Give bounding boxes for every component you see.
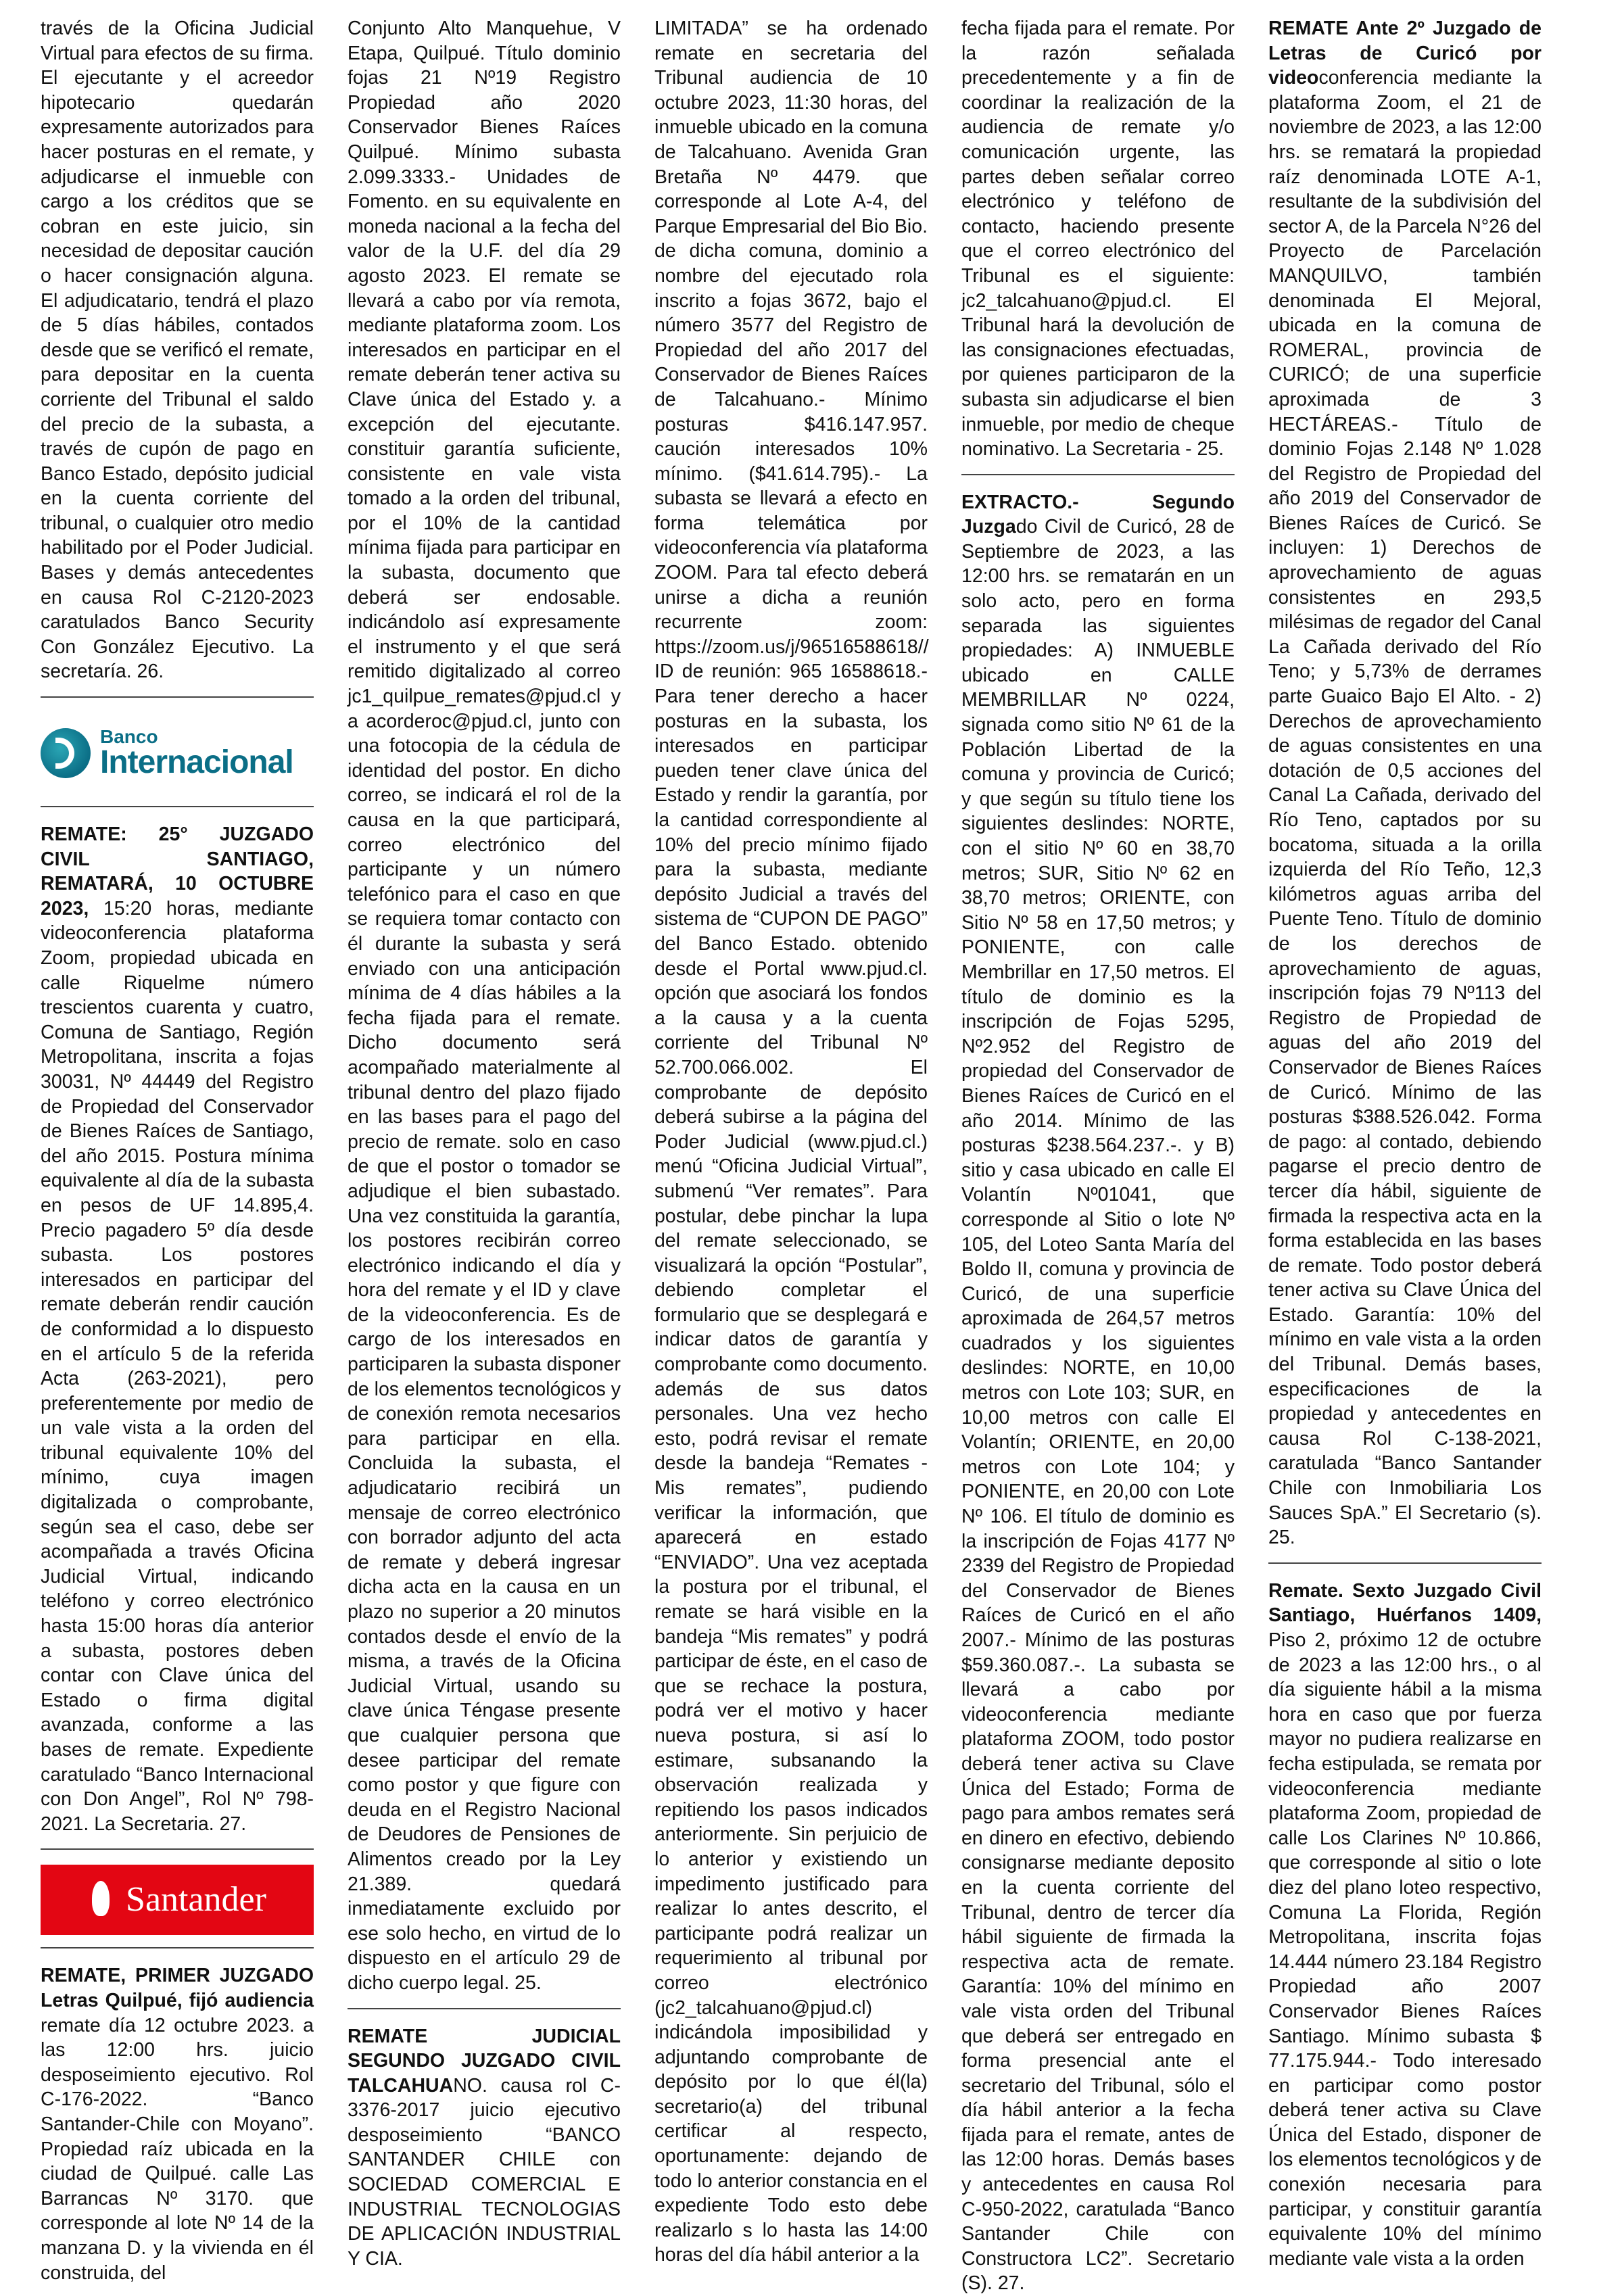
notice-body: través de la Oficina Judicial Virtual para efectos de su firma. El ejecutante y el acreedor hipotecario quedarán expresamente autorizados para hacer posturas en el remate, y adjudicarse el inmueble con cargo a los créditos que se cobran en este juicio, sin necesidad de depositar caución o hacer consignación alguna. El adjudicatario, tendrá el plazo de 5 días hábiles, contados desde que se verificó el remate, para depositar en la cuenta corriente del Tribunal el saldo del precio de la subasta, a través de cupón de pago en Banco Estado, depósito judicial en la cuenta corriente del tribunal, o cualquier otro medio habilitado por el Poder Judicial. Bases y demás antecedentes en causa Rol C-2120-2023 caratulados Banco Security Con González Ejecutivo. La secretaría. 26.: [41, 18, 314, 683]
separator: [41, 806, 314, 807]
banco-internacional-logo: [41, 713, 314, 794]
notice-heading: REMATE JUDICIAL SEGUNDO JUZGADO CIVIL TALCAHUA: [348, 2025, 621, 2097]
notice-body: NO. causa rol C-3376-2017 juicio ejecutivo desposeimiento “BANCO SANTANDER CHILE con SOCIEDAD COMERCIAL E INDUSTRIAL TECNOLOGIAS DE APLICACIÓN INDUSTRIAL Y CIA.: [348, 2074, 621, 2270]
column-2: [348, 16, 621, 2270]
notice-heading: REMATE: 25° JUZGADO CIVIL SANTIAGO, REMATARÁ, 10 OCTUBRE 2023,: [41, 823, 314, 919]
logo-line-1: Banco: [100, 726, 158, 748]
separator: [348, 2008, 621, 2009]
notice-continuation: [348, 16, 621, 1996]
notice-body: 15:20 horas, mediante videoconferencia plataforma Zoom, propiedad ubicada en calle Riquelme número trescientos cuarenta y cuatro, Comuna de Santiago, Región Metropolitana, inscrita a fojas 30031, Nº 44449 del Registro de Propiedad del Conservador de Bienes Raíces de Santiago, del año 2015. Postura mínima equivalente al día de la subasta en pesos de UF 14.895,4. Precio pagadero 5º día desde subasta. Los postores interesados en participar del remate deberán rendir caución de conformidad a lo dispuesto en el artículo 5 de la referida Acta (263-2021), pero preferentemente por medio de un vale vista a la orden del tribunal equivalente 10% del mínimo, cuya imagen digitalizada o comprobante, según sea el caso, debe ser acompañada a través Oficina Judicial Virtual, indicando teléfono y correo electrónico hasta 15:00 horas día anterior a subasta, postores deben contar con Clave única del Estado o firma digital avanzada, conforme a las bases de remate. Expediente caratulado “Banco Internacional con Don Angel”, Rol Nº 798-2021. La Secretaria. 27.: [41, 897, 314, 1835]
notice-body: Conjunto Alto Manquehue, V Etapa, Quilpué. Título dominio fojas 21 Nº19 Registro Propiedad año 2020 Conservador Bienes Raíces Quilpué. Mínimo subasta 2.099.3333.- Unidades de Fomento. en su equivalente en moneda nacional a la fecha del valor de la U.F. del día 29 agosto 2023. El remate se llevará a cabo por vía remota, mediante plataforma zoom. Los interesados en participar en el remate deberán tener activa su Clave única del Estado y. a excepción del ejecutante. constituir garantía suficiente, consistente en vale vista tomado a la orden del tribunal, por el 10% de la cantidad mínima fijada para participar en la subasta, documento que deberá ser endosable. indicándolo así expresamente el instrumento y el que será remitido digitalizado al correo jc1_quilpue_remates@pjud.cl y a acorderoc@pjud.cl, junto con una fotocopia de la cédula de identidad del postor. En dicho correo, se indicará el rol de la causa en la que participará, correo electrónico del participante y un número telefónico para el caso en que se requiera tomar contacto con él durante la subasta y será enviado con una anticipación mínima de 4 días hábiles a la fecha fijada para el remate. Dicho documento será acompañado materialmente al tribunal dentro del plazo fijado en las bases para el pago del precio de remate. solo en caso de que el postor o tomador se adjudique el bien subastado. Una vez constituida la garantía, los postores recibirán correo electrónico indicando el día y hora del remate y el ID y clave de la videoconferencia. Es de cargo de los interesados en participaren la subasta disponer de los elementos tecnológicos y de conexión remota necesarios para participar en ella. Concluida la subasta, el adjudicatario recibirá un mensaje de correo electrónico con borrador adjunto del acta de remate y deberá ingresar dicha acta en la causa en un plazo no superior a 20 minutos contados desde el envío de la misma, a través de la Oficina Judicial Virtual, usando su clave única Téngase presente que cualquier persona que desee participar del remate como postor y que figure con deuda en el Registro Nacional de Deudores de Pensiones de Alimentos creado por la Ley 21.389. quedará inmediatamente excluido por ese solo hecho, en virtud de lo dispuesto en el artículo 29 de dicho cuerpo legal. 25.: [348, 18, 621, 1994]
column-3: [654, 16, 929, 2266]
notice-heading: REMATE, PRIMER JUZGADO Letras Quilpué, fijó audiencia: [41, 1965, 314, 2011]
separator: [41, 1848, 314, 1850]
notice-primer-juzgado-quilpue: [41, 1963, 314, 2285]
notice-heading: REMATE Ante 2º Juzgado de Letras de Curicó por video: [1268, 18, 1542, 89]
notice-body: do Civil de Curicó, 28 de Septiembre de 2023, a las 12:00 hrs. se rematarán en un solo acto, pero en forma separada las siguientes propiedades: A) INMUEBLE ubicado en CALLE MEMBRILLAR Nº 0224, signada como sitio Nº 61 de la Población Libertad de la comuna y provincia de Curicó; y que según su título tiene los siguientes deslindes: NORTE, con el sitio Nº 60 en 38,70 metros; SUR, Sitio Nº 62 en 38,70 metros; ORIENTE, con Sitio Nº 58 en 17,50 metros; y PONIENTE, con calle Membrillar en 17,50 metros. El título de dominio es la inscripción de Fojas 5295, Nº2.952 del Registro de propiedad del Conservador de Bienes Raíces de Curicó en el año 2014. Mínimo de las posturas $238.564.237.-. y B) sitio y casa ubicado en calle El Volantín Nº01041, que corresponde al Sitio o lote Nº 105, del Loteo Santa María del Boldo II, comuna y provincia de Curicó, de una superficie aproximada de 264,57 metros cuadrados y los siguientes deslindes: NORTE, en 10,00 metros con Lote 103; SUR, en 10,00 metros con calle El Volantín; ORIENTE, en 20,00 metros con Lote 104; y PONIENTE, en 20,00 con Lote Nº 106. El título de dominio es la inscripción de Fojas 4177 Nº 2339 del Registro de Propiedad del Conservador de Bienes Raíces de Curicó en el año 2007.- Mínimo de las posturas $59.360.087.-. La subasta se llevará a cabo por videoconferencia mediante plataforma ZOOM, todo postor deberá tener activa su Clave Única del Estado; Forma de pago para ambos remates será en dinero en efectivo, debiendo consignarse mediante deposito en la cuenta corriente del Tribunal, dentro de tercer día hábil siguiente de firmada la respectiva acta de remate. Garantía: 10% del mínimo en vale vista orden del Tribunal que deberá ser entregado en forma presencial ante el secretario del Tribunal, sólo el día hábil anterior a la fecha fijada para el remate, antes de las 12:00 horas. Demás bases y antecedentes en causa Rol C-950-2022, caratulada “Banco Santander Chile con Constructora LC2”. Secretario (S). 27.: [961, 516, 1235, 2295]
separator: [41, 696, 314, 698]
notice-heading: Remate. Sexto Juzgado Civil Santiago, Huérfanos 1409,: [1268, 1579, 1542, 1627]
santander-flame-icon: [88, 1881, 115, 1919]
logo-line-2: Internacional: [100, 744, 293, 781]
separator: [1268, 1562, 1542, 1564]
notice-25-juzgado-civil-santiago: [41, 822, 314, 1836]
santander-logo: [41, 1865, 314, 1935]
column-4: [961, 16, 1235, 2295]
notice-body: Piso 2, próximo 12 de octubre de 2023 a las 12:00 hrs., o al día siguiente hábil a la misma hora en caso que por fuerza mayor no pudiera realizarse en fecha estipulada, se remata por videoconferencia mediante plataforma Zoom, propiedad de calle Los Clarines Nº 10.866, que corresponde al sitio o lote diez del plano loteo respectivo, Comuna La Florida, Región Metropolitana, inscrita fojas 14.444 número 23.184 Registro Propiedad año 2007 Conservador Bienes Raíces Santiago. Mínimo subasta $ 77.175.944.- Todo interesado en participar como postor deberá tener activa su Clave Única del Estado, disponer de los elementos tecnológicos y de conexión necesaria para participar, y constituir garantía equivalente 10% del mínimo mediante vale vista a la orden: [1268, 1629, 1542, 2270]
notice-heading: EXTRACTO.- Segundo Juzga: [961, 491, 1235, 538]
notice-body: remate día 12 octubre 2023. a las 12:00 hrs. juicio desposeimiento ejecutivo. Rol C-176-2022. “Banco Santander-Chile con Moyano”. Propiedad raíz ubicada en la ciudad de Quilpué. calle Las Barrancas Nº 3170. que corresponde al lote Nº 14 de la manzana D. y la vivienda en él construida, del: [41, 2014, 314, 2284]
separator: [41, 1947, 314, 1948]
banco-internacional-mark-icon: [41, 728, 91, 778]
notice-2-juzgado-curico: [1268, 16, 1542, 1550]
logo-text: Santander: [126, 1880, 266, 1919]
column-5: [1268, 16, 1542, 2270]
notice-segundo-juzgado-talcahuano: [348, 2024, 621, 2272]
notice-continuation: [654, 16, 928, 2268]
separator: [961, 474, 1235, 475]
column-1: [41, 16, 314, 2284]
notice-body: conferencia mediante la plataforma Zoom, el 21 de noviembre de 2023, a las 12:00 hrs. se rematará la propiedad raíz denominada LOTE A-1, resultante de la subdivisión del sector A, de la Parcela N°26 del Proyecto de Parcelación MANQUILVO, también denominada El Mejoral, ubicada en la comuna de ROMERAL, provincia de CURICÓ; de una superficie aproximada de 3 HECTÁREAS.- Título de dominio Fojas 2.148 Nº 1.028 del Registro de Propiedad del año 2019 del Conservador de Bienes Raíces de Curicó. Se incluyen: 1) Derechos de aprovechamiento de aguas consistentes en 293,5 milésimas de regador del Canal La Cañada derivado del Río Teno; y 5,73% de derrames parte Guaico Bajo El Alto. - 2) Derechos de aprovechamiento de aguas consistentes en una dotación de 0,5 acciones del Canal La Cañada, derivado del Río Teno, captados por su bocatoma, situada a la orilla izquierda del Río Teño, 12,3 kilómetros aguas arriba del Puente Teno. Título de dominio de los derechos de aprovechamiento de aguas, inscripción fojas 79 Nº113 del Registro de Propiedad de aguas del año 2019 del Conservador de Bienes Raíces de Curicó. Mínimo de las posturas $388.526.042. Forma de pago: al contado, debiendo pagarse el precio dentro de tercer día hábil, siguiente de firmada la respectiva acta en la forma establecida en las bases de remate. Todo postor deberá tener activa su Clave Única del Estado. Garantía: 10% del mínimo en vale vista a la orden del Tribunal. Demás bases, especificaciones de la propiedad y antecedentes en causa Rol C-138-2021, caratulada “Banco Santander Chile con Inmobiliaria Los Sauces SpA.” El Secretario (s). 25.: [1268, 67, 1542, 1549]
notice-body: fecha fijada para el remate. Por la razón señalada precedentemente y a fin de coordinar la realización de la audiencia de remate y/o comunicación urgente, las partes deben señalar correo electrónico y teléfono de contacto, haciendo presente que el correo electrónico del Tribunal es el siguiente: jc2_talcahuano@pjud.cl. El Tribunal hará la devolución de las consignaciones efectuadas, por quienes participaron de la subasta sin adjudicarse el bien inmueble, por medio de cheque nominativo. La Secretaria - 25.: [961, 18, 1235, 460]
notice-body: LIMITADA” se ha ordenado remate en secretaria del Tribunal audiencia de 10 octubre 2023, 11:30 horas, del inmueble ubicado en la comuna de Talcahuano. Avenida Gran Bretaña Nº 4479. que corresponde al Lote A-4, del Parque Empresarial del Bio Bio. de dicha comuna, dominio a nombre del ejecutado rola inscrito a fojas 3672, bajo el número 3577 del Registro de Propiedad del año 2017 del Conservador de Bienes Raíces de Talcahuano.- Mínimo posturas $416.147.957. caución interesados 10% mínimo. ($41.614.795).- La subasta se llevará a efecto en forma telemática por videoconferencia vía plataforma ZOOM. Para tal efecto deberá unirse a dicha a reunión recurrente zoom: https://zoom.us/j/96516588618// ID de reunión: 965 16588618.- Para tener derecho a hacer posturas en la subasta, los interesados en participar pueden tener clave única del Estado y rendir la garantía, por la cantidad correspondiente al 10% del precio mínimo fijado para la subasta, mediante depósito Judicial a través del sistema de “CUPON DE PAGO” del Banco Estado. obtenido desde el Portal www.pjud.cl. opción que asociará los fondos a la causa y a la cuenta corriente del Tribunal Nº 52.700.066.002. El comprobante de depósito deberá subirse a la página del Poder Judicial (www.pjud.cl.) menú “Oficina Judicial Virtual”, submenú “Ver remates”. Para postular, debe pinchar la lupa del remate seleccionado, se visualizará la opción “Postular”, debiendo completar el formulario que se desplegará e indicar datos de garantía y comprobante como documento. además de sus datos personales. Una vez hecho esto, podrá revisar el remate desde la bandeja “Remates - Mis remates”, pudiendo verificar la información, que aparecerá en estado “ENVIADO”. Una vez aceptada la postura por el tribunal, el remate se hará visible en la bandeja “Mis remates” y podrá participar de éste, en el caso de que se rechace la postura, podrá ver el motivo y hacer nueva postura, si así lo estimare, subsanando la observación realizada y repitiendo los pasos indicados anteriormente. Sin perjuicio de lo anterior y existiendo un impedimento justificado para realizar lo antes descrito, el participante podrá realizar un requerimiento al tribunal por correo electrónico (jc2_talcahuano@pjud.cl) indicándola imposibilidad y adjuntando comprobante de depósito por lo que él(la) secretario(a) del tribunal certificar al respecto, oportunamente: dejando de todo lo anterior constancia en el expediente Todo esto debe realizarlo s lo hasta las 14:00 horas del día hábil anterior a la: [654, 18, 929, 2266]
notice-extracto-curico: [961, 490, 1235, 2296]
notice-continuation: [41, 16, 314, 684]
notice-continuation: [961, 16, 1235, 462]
notice-sexto-juzgado-santiago: [1268, 1579, 1542, 2272]
